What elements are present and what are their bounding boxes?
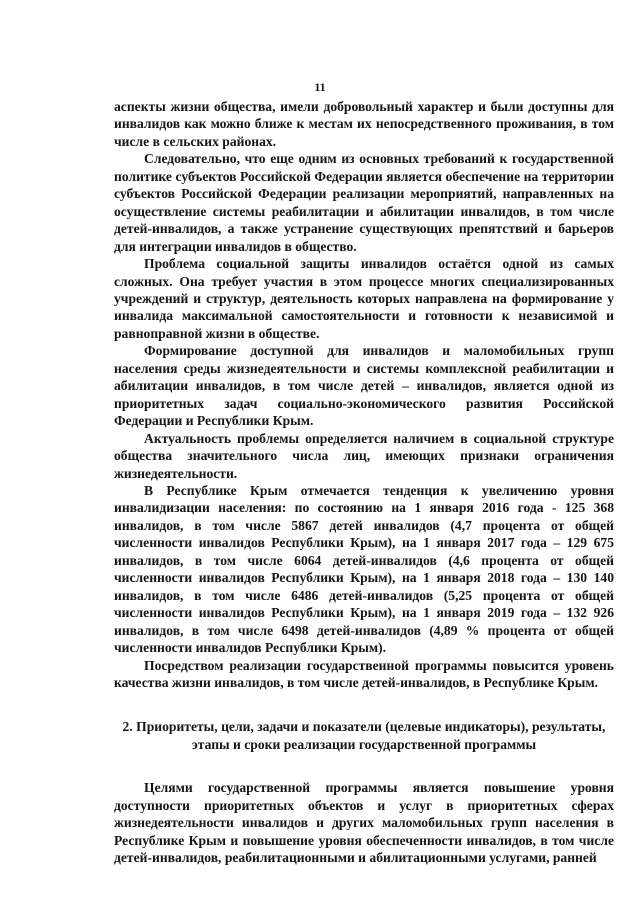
paragraph-program-outcome: Посредством реализации государственной программы повысится уровень качества жизни инвалидов, в том числе детей-инвалидов, в Республике Крым. [114,657,614,690]
paragraph-state-policy: Следовательно, что еще одним из основных требований к государственной политике субъектов Российской Федерации является обеспечение на территории субъектов Российской Федерации реализации мероприятий, направленных на осуществление системы реабилитации и абилитации инвалидов, в том числе детей-инвалидов, а также устранение существующих препятствий и барьеров для интеграции инвалидов в общество. [114,151,614,254]
paragraph-continuation: аспекты жизни общества, имели добровольный характер и были доступны для инвалидов как можно ближе к местам их непосредственного проживания, в том числе в сельских районах. [114,99,614,149]
section-heading-line-2: этапы и сроки реализации государственной программы [191,737,537,753]
paragraph-program-goals: Целями государственной программы является повышение уровня доступности приоритетных объектов и услуг в приоритетных сферах жизнедеятельности инвалидов и других маломобильных групп населения в Республике Крым и повышение уровня обеспеченности инвалидов, в том числе детей-инвалидов, реабилитационными и абилитационными услугами, ранней [114,780,614,866]
paragraph-disability-statistics: В Республике Крым отмечается тенденция к увеличению уровня инвалидизации населения: по состоянию на 1 января 2016 года - 125 368 инвалидов, в том числе 5867 детей инвалидов (4,7 процента от общей численности инвалидов Республики Крым), на 1 января 2017 года – 129 675 инвалидов, в том числе 6064 детей-инвалидов (4,6 процента от общей численности инвалидов Республики Крым), на 1 января 2018 года – 130 140 инвалидов, в том числе 6486 детей-инвалидов (5,25 процента от общей численности инвалидов Республики Крым), на 1 января 2019 года – 132 926 инвалидов, в том числе 6498 детей-инвалидов (4,89 % процента от общей численности инвалидов Республики Крым). [114,482,614,656]
document-body [114,98,614,867]
paragraph-accessible-environment: Формирование доступной для инвалидов и маломобильных групп населения среды жизнедеятельности и системы комплексной реабилитации и абилитации инвалидов, в том числе детей – инвалидов, является одной из приоритетных задач социально-экономического развития Российской Федерации и Республики Крым. [114,343,614,429]
section-heading [114,718,614,754]
section-heading-line-1: 2. Приоритеты, цели, задачи и показатели (целевые индикаторы), результаты, [122,719,606,735]
paragraph-social-protection: Проблема социальной защиты инвалидов остаётся одной из самых сложных. Она требует участия в этом процессе многих специализированных учреждений и структур, деятельность которых направлена на формирование у инвалида максимальной самостоятельности и готовности к независимой и равноправной жизни в обществе. [114,256,614,341]
page-number: 11 [314,80,326,94]
paragraph-relevance: Актуальность проблемы определяется наличием в социальной структуре общества значительного числа лиц, имеющих признаки ограничения жизнедеятельности. [114,430,614,481]
